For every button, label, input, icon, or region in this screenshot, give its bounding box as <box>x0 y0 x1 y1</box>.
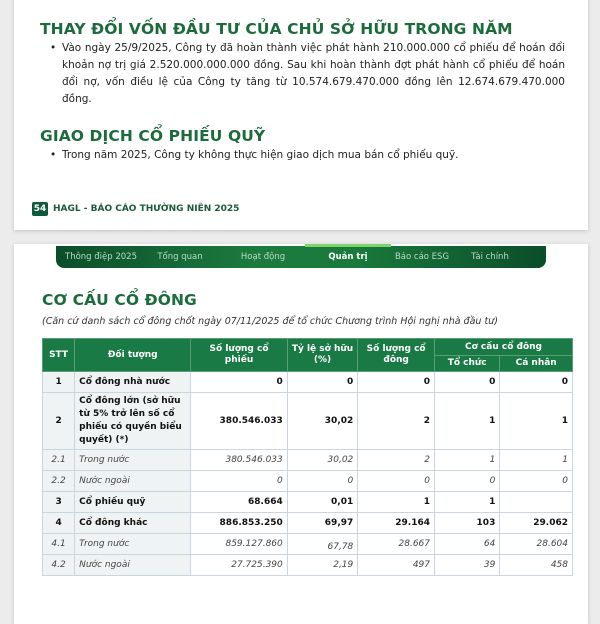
cell-object: Cổ phiếu quỹ <box>75 492 191 513</box>
cell-object: Trong nước <box>75 450 191 471</box>
cell-shares: 380.546.033 <box>191 450 287 471</box>
cell-shares: 380.546.033 <box>191 393 287 450</box>
footer-title: HAGL - BÁO CÁO THƯỜNG NIÊN 2025 <box>53 204 240 214</box>
section-title-treasury-stock: GIAO DỊCH CỔ PHIẾU QUỸ <box>40 127 266 145</box>
cell-shares: 0 <box>191 471 287 492</box>
cell-indiv: 29.062 <box>500 513 573 534</box>
table-row <box>43 492 573 513</box>
cell-org: 39 <box>435 555 500 576</box>
cell-org: 1 <box>435 450 500 471</box>
nav-tab-esg-report[interactable]: Báo cáo ESG <box>394 252 450 262</box>
cell-ratio: 0 <box>287 471 358 492</box>
col-header-holders: Số lượng cổ đông <box>358 339 435 372</box>
nav-tab-finance[interactable]: Tài chính <box>471 252 509 262</box>
cell-stt: 1 <box>43 372 75 393</box>
cell-ratio: 67,78 <box>287 534 358 555</box>
cell-holders: 1 <box>358 492 435 513</box>
cell-indiv: 1 <box>500 393 573 450</box>
cell-shares: 0 <box>191 372 287 393</box>
cell-ratio: 0 <box>287 372 358 393</box>
nav-tab-governance[interactable]: Quản trị <box>312 252 384 262</box>
cell-holders: 2 <box>358 450 435 471</box>
col-header-ratio: Tỷ lệ sở hữu (%) <box>287 339 358 372</box>
col-header-indiv: Cá nhân <box>500 356 573 372</box>
cell-holders: 0 <box>358 471 435 492</box>
col-header-shares: Số lượng cổ phiếu <box>191 339 287 372</box>
cell-stt: 4.2 <box>43 555 75 576</box>
treasury-stock-paragraph: • Trong năm 2025, Công ty không thực hiện giao dịch mua bán cổ phiếu quỹ. <box>62 147 565 164</box>
cell-ratio: 30,02 <box>287 450 358 471</box>
cell-ratio: 2,19 <box>287 555 358 576</box>
cell-ratio: 30,02 <box>287 393 358 450</box>
cell-org: 0 <box>435 471 500 492</box>
cell-org: 64 <box>435 534 500 555</box>
table-row <box>43 471 573 492</box>
cell-org: 103 <box>435 513 500 534</box>
cell-indiv <box>500 492 573 513</box>
cell-indiv: 28.604 <box>500 534 573 555</box>
cell-object: Nước ngoài <box>75 471 191 492</box>
cell-indiv: 0 <box>500 372 573 393</box>
cell-holders: 28.667 <box>358 534 435 555</box>
cell-object: Trong nước <box>75 534 191 555</box>
cell-indiv: 1 <box>500 450 573 471</box>
cell-stt: 2 <box>43 393 75 450</box>
table-row <box>43 555 573 576</box>
table-note: (Căn cứ danh sách cổ đông chốt ngày 07/11/2025 để tổ chức Chương trình Hội nghị nhà đầu tư) <box>42 316 498 327</box>
cell-ratio: 69,97 <box>287 513 358 534</box>
cell-stt: 2.1 <box>43 450 75 471</box>
col-header-structure: Cơ cấu cổ đông <box>435 339 573 356</box>
cell-shares: 68.664 <box>191 492 287 513</box>
cell-org: 0 <box>435 372 500 393</box>
table-row <box>43 513 573 534</box>
cell-org: 1 <box>435 393 500 450</box>
shareholder-structure-table <box>42 338 573 576</box>
cell-shares: 859.127.860 <box>191 534 287 555</box>
nav-tab-overview[interactable]: Tổng quan <box>157 252 203 262</box>
cell-object: Cổ đông lớn (sở hữu từ 5% trở lên số cổ phiếu có quyền biểu quyết) (*) <box>75 393 191 450</box>
nav-tab-message-2025[interactable]: Thông điệp 2025 <box>65 252 137 262</box>
col-header-org: Tổ chức <box>435 356 500 372</box>
report-page-shareholder-structure <box>14 244 588 624</box>
cell-holders: 497 <box>358 555 435 576</box>
col-header-object: Đối tượng <box>75 339 191 372</box>
table-row <box>43 450 573 471</box>
cell-org: 1 <box>435 492 500 513</box>
cell-ratio: 0,01 <box>287 492 358 513</box>
nav-tab-operations[interactable]: Hoạt động <box>240 252 286 262</box>
cell-holders: 29.164 <box>358 513 435 534</box>
section-nav-bar <box>56 246 546 268</box>
cell-shares: 886.853.250 <box>191 513 287 534</box>
cell-stt: 2.2 <box>43 471 75 492</box>
cell-stt: 4.1 <box>43 534 75 555</box>
table-row <box>43 393 573 450</box>
cell-indiv: 458 <box>500 555 573 576</box>
cell-object: Cổ đông khác <box>75 513 191 534</box>
cell-shares: 27.725.390 <box>191 555 287 576</box>
page-footer <box>32 202 239 216</box>
cell-indiv: 0 <box>500 471 573 492</box>
cell-holders: 0 <box>358 372 435 393</box>
col-header-stt: STT <box>43 339 75 372</box>
cell-stt: 3 <box>43 492 75 513</box>
cell-stt: 4 <box>43 513 75 534</box>
capital-change-paragraph: • Vào ngày 25/9/2025, Công ty đã hoàn thành việc phát hành 210.000.000 cổ phiếu để hoán đổi khoản nợ trị giá 2.520.000.000.000 đồng. Sau khi hoàn thành đợt phát hành cổ phiếu để hoán đổi nợ, vốn điều lệ của Công ty tăng từ 10.574.679.470.000 đồng lên 12.674.679.470.000 đồng. <box>62 40 565 108</box>
cell-object: Cổ đông nhà nước <box>75 372 191 393</box>
cell-object: Nước ngoài <box>75 555 191 576</box>
section-title-capital-change: THAY ĐỔI VỐN ĐẦU TƯ CỦA CHỦ SỞ HỮU TRONG NĂM <box>40 20 513 38</box>
cell-holders: 2 <box>358 393 435 450</box>
table-row <box>43 534 573 555</box>
report-page-54 <box>14 0 588 230</box>
section-title-shareholder-structure: CƠ CẤU CỔ ĐÔNG <box>42 291 197 309</box>
table-row <box>43 372 573 393</box>
page-number-badge: 54 <box>33 204 47 214</box>
